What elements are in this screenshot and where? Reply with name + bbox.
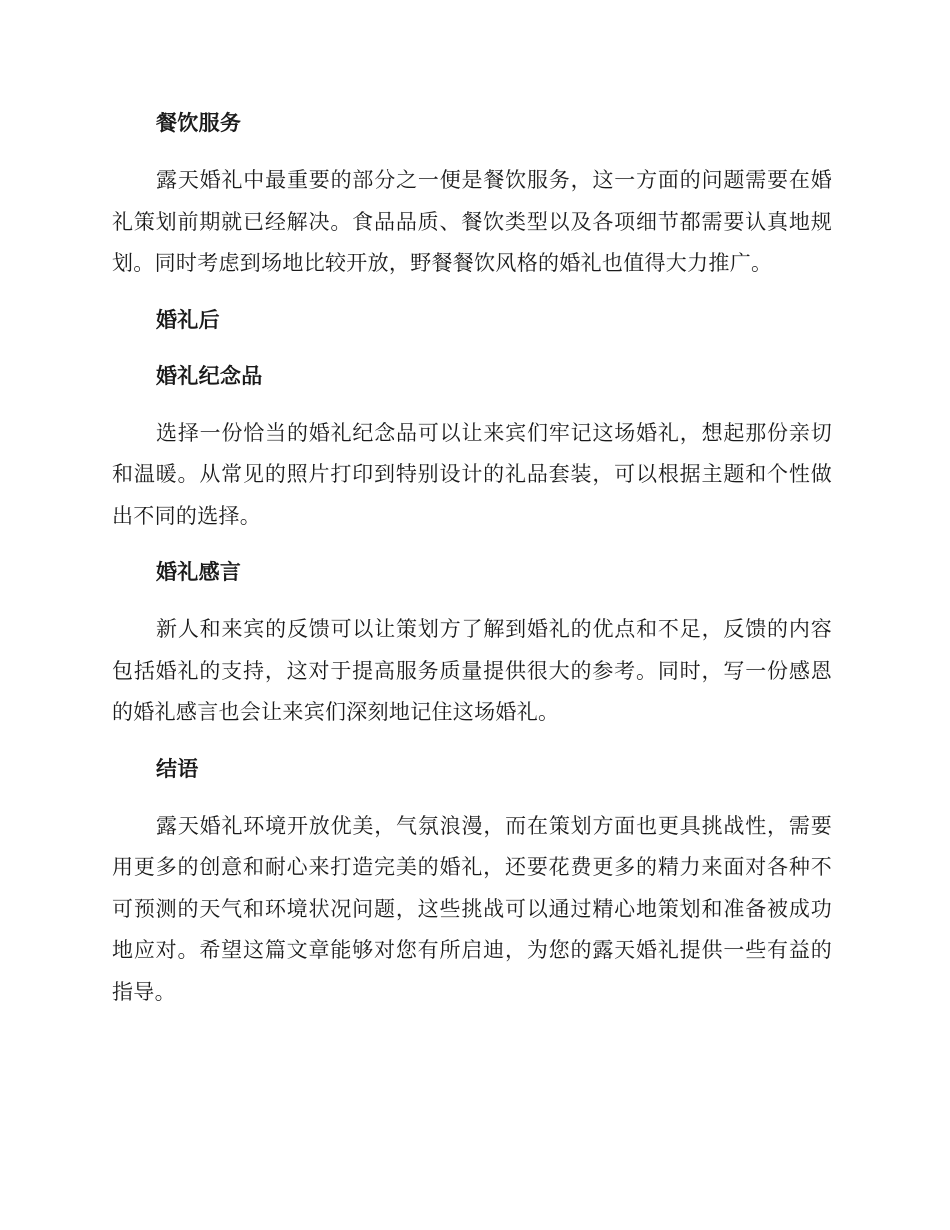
section-paragraph-testimonials: 新人和来宾的反馈可以让策划方了解到婚礼的优点和不足，反馈的内容包括婚礼的支持，这对于提高服务质量提供很大的参考。同时，写一份感恩的婚礼感言也会让来宾们深刻地记住这场婚礼。 [112,617,832,724]
document-page [112,108,832,1013]
section-paragraph-souvenirs: 选择一份恰当的婚礼纪念品可以让来宾们牢记这场婚礼，想起那份亲切和温暖。从常见的照片打印到特别设计的礼品套装，可以根据主题和个性做出不同的选择。 [112,420,832,528]
section-heading-testimonials: 婚礼感言 [156,560,242,584]
section-heading-conclusion: 结语 [156,756,199,781]
section-heading-souvenirs: 婚礼纪念品 [156,363,263,388]
section-heading-after-wedding: 婚礼后 [156,307,220,332]
section-paragraph-conclusion: 露天婚礼环境开放优美，气氛浪漫，而在策划方面也更具挑战性，需要用更多的创意和耐心来打造完美的婚礼，还要花费更多的精力来面对各种不可预测的天气和环境状况问题，这些挑战可以通过精心地策划和准备被成功地应对。希望这篇文章能够对您有所启迪，为您的露天婚礼提供一些有益的指导。 [112,813,832,1004]
section-paragraph-catering: 露天婚礼中最重要的部分之一便是餐饮服务，这一方面的问题需要在婚礼策划前期就已经解决。食品品质、餐饮类型以及各项细节都需要认真地规划。同时考虑到场地比较开放，野餐餐饮风格的婚礼也值得大力推广。 [112,168,832,275]
section-heading-catering: 餐饮服务 [156,111,242,135]
